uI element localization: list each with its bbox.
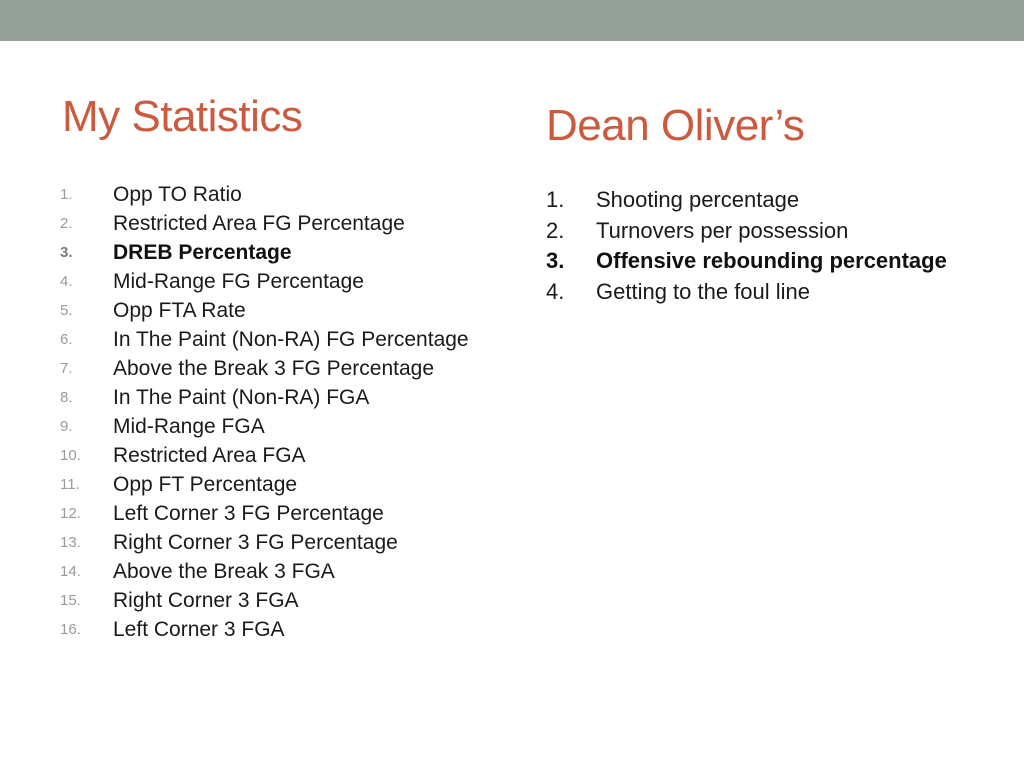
left-list-item	[60, 528, 469, 557]
left-list-item-number: 2.	[60, 215, 73, 232]
top-bar	[0, 0, 1024, 41]
right-list-item-text: Offensive rebounding percentage	[596, 248, 947, 274]
left-list-item-number: 12.	[60, 505, 81, 522]
right-list-item-text: Getting to the foul line	[596, 278, 811, 304]
left-list-item	[60, 441, 469, 470]
left-list-item-text: Opp FT Percentage	[113, 472, 298, 496]
right-list-item	[546, 216, 947, 247]
right-list-item-text: Turnovers per possession	[596, 217, 849, 243]
left-list-item	[60, 209, 469, 238]
right-list-item	[546, 246, 947, 277]
left-list-item-number: 3.	[60, 244, 73, 261]
my-statistics-title: My Statistics	[62, 92, 303, 141]
left-list-item-text: Opp FTA Rate	[113, 298, 246, 322]
left-list-item-text: Restricted Area FG Percentage	[113, 211, 405, 235]
left-list-item-number: 10.	[60, 447, 81, 464]
left-list-item	[60, 180, 469, 209]
left-list-item-number: 15.	[60, 592, 81, 609]
left-list-item-number: 11.	[60, 476, 80, 493]
right-list-item-number: 1.	[546, 187, 565, 213]
left-list-item	[60, 354, 469, 383]
left-list-item-text: Left Corner 3 FGA	[113, 617, 285, 641]
left-list-item-number: 9.	[60, 418, 73, 435]
left-list-item-number: 5.	[60, 302, 73, 319]
left-list-item	[60, 557, 469, 586]
left-list-item	[60, 267, 469, 296]
dean-olivers-list	[546, 185, 947, 307]
right-list-item-number: 2.	[546, 217, 565, 243]
right-list-item-text: Shooting percentage	[596, 187, 800, 213]
right-list-item	[546, 185, 947, 216]
left-list-item	[60, 586, 469, 615]
left-list-item-text: Mid-Range FG Percentage	[113, 269, 364, 293]
right-list-item-number: 3.	[546, 248, 565, 274]
right-list-item-number: 4.	[546, 278, 565, 304]
left-list-item-text: Above the Break 3 FG Percentage	[113, 356, 435, 380]
left-list-item-number: 1.	[60, 186, 73, 203]
left-list-item-number: 8.	[60, 389, 73, 406]
left-list-item-text: Right Corner 3 FGA	[113, 588, 299, 612]
left-list-item	[60, 499, 469, 528]
left-list-item	[60, 296, 469, 325]
left-list-item	[60, 470, 469, 499]
my-statistics-list	[60, 180, 469, 644]
left-list-item-text: Opp TO Ratio	[113, 182, 242, 206]
left-list-item	[60, 412, 469, 441]
left-list-item-text: Mid-Range FGA	[113, 414, 265, 438]
left-list-item-number: 13.	[60, 534, 81, 551]
left-list-item-number: 6.	[60, 331, 73, 348]
left-list-item	[60, 325, 469, 354]
left-list-item-text: Restricted Area FGA	[113, 443, 306, 467]
left-list-item-number: 4.	[60, 273, 73, 290]
left-list-item-text: DREB Percentage	[113, 240, 292, 264]
left-list-item-number: 16.	[60, 621, 81, 638]
left-list-item	[60, 238, 469, 267]
left-list-item-number: 7.	[60, 360, 73, 377]
left-list-item	[60, 615, 469, 644]
dean-olivers-title: Dean Oliver’s	[546, 101, 805, 150]
right-list-item	[546, 277, 947, 308]
left-list-item-text: In The Paint (Non-RA) FGA	[113, 385, 370, 409]
left-list-item-text: Left Corner 3 FG Percentage	[113, 501, 384, 525]
left-list-item-text: Above the Break 3 FGA	[113, 559, 335, 583]
left-list-item-number: 14.	[60, 563, 81, 580]
left-list-item	[60, 383, 469, 412]
left-list-item-text: Right Corner 3 FG Percentage	[113, 530, 398, 554]
left-list-item-text: In The Paint (Non-RA) FG Percentage	[113, 327, 469, 351]
